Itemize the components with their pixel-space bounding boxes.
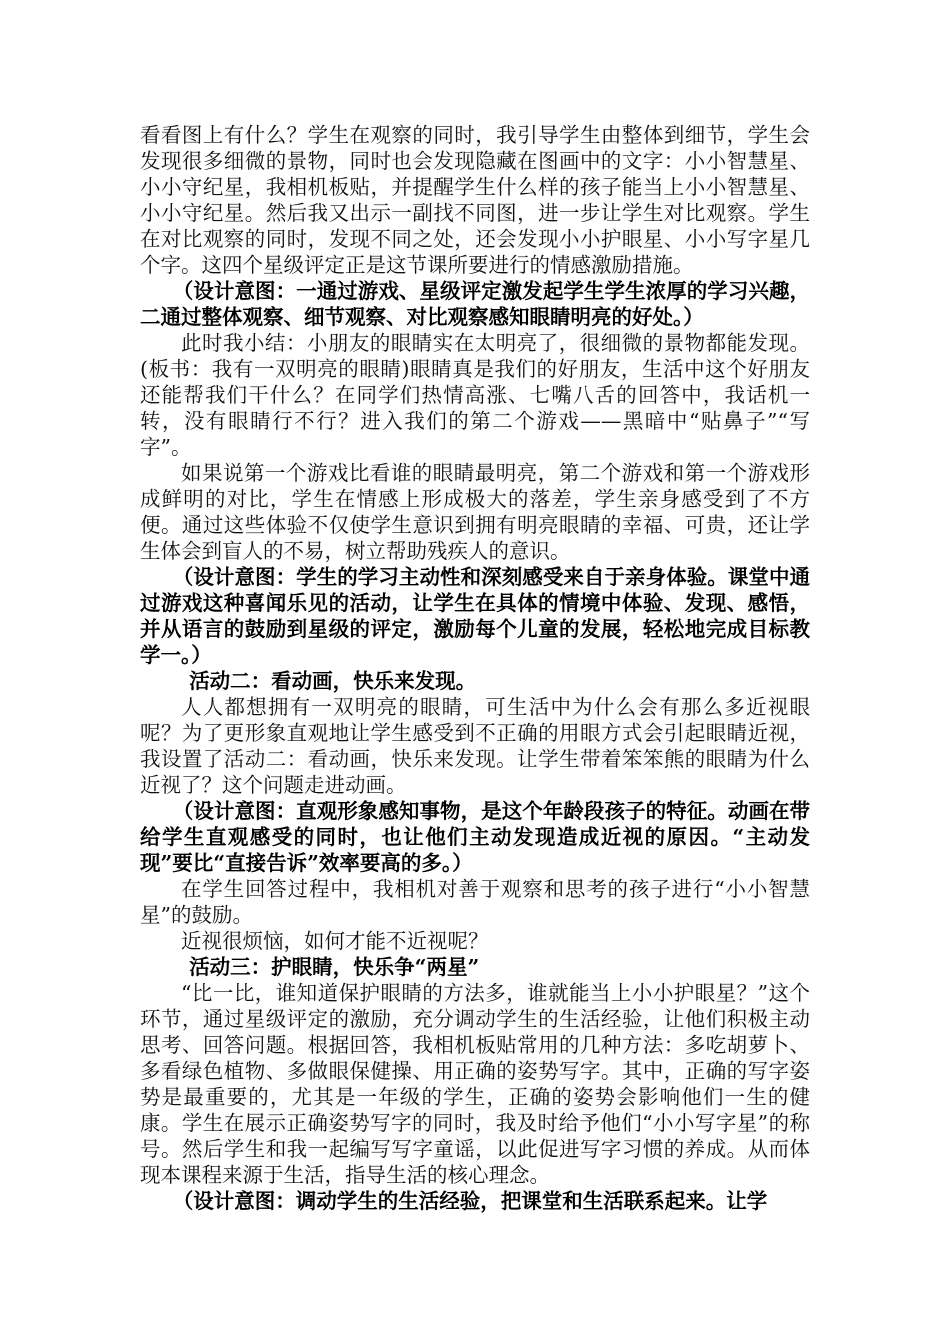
design-intent-4: （设计意图：调动学生的生活经验，把课堂和生活联系起来。让学 xyxy=(172,1189,768,1213)
design-intent-1: （设计意图：一通过游戏、星级评定激发起学生学生浓厚的学习兴趣，二通过整体观察、细节观察、对比观察感知眼睛明亮的好处。） xyxy=(140,279,810,329)
document-page xyxy=(140,122,810,1214)
paragraph-question: 近视很烦恼，如何才能不近视呢？ xyxy=(181,929,489,953)
paragraph-observation: 看看图上有什么？学生在观察的同时，我引导学生由整体到细节，学生会发现很多细微的景物，同时也会发现隐藏在图画中的文字：小小智慧星、小小守纪星，我相机板贴，并提醒学生什么样的孩子能当上小小智慧星、小小守纪星。然后我又出示一副找不同图，进一步让学生对比观察。学生在对比观察的同时，发现不同之处，还会发现小小护眼星、小小写字星几个字。这四个星级评定正是这节课所要进行的情感激励措施。 xyxy=(140,123,810,277)
design-intent-2: （设计意图：学生的学习主动性和深刻感受来自于亲身体验。课堂中通过游戏这种喜闻乐见的活动，让学生在具体的情境中体验、发现、感悟，并从语言的鼓励到星级的评定，激励每个儿童的发展，轻松地完成目标教学一。） xyxy=(140,565,810,667)
paragraph-second-game: 如果说第一个游戏比看谁的眼睛最明亮，第二个游戏和第一个游戏形成鲜明的对比，学生在情感上形成极大的落差，学生亲身感受到了不方便。通过这些体验不仅使学生意识到拥有明亮眼睛的幸福、可贵，还让学生体会到盲人的不易，树立帮助残疾人的意识。 xyxy=(140,461,810,563)
paragraph-activity-two: 人人都想拥有一双明亮的眼睛，可生活中为什么会有那么多近视眼呢？为了更形象直观地让学生感受到不正确的用眼方式会引起眼睛近视，我设置了活动二：看动画，快乐来发现。让学生带着笨笨熊的眼睛为什么近视了？这个问题走进动画。 xyxy=(140,695,810,797)
heading-activity-two: 活动二：看动画，快乐来发现。 xyxy=(189,669,477,693)
design-intent-3: （设计意图：直观形象感知事物，是这个年龄段孩子的特征。动画在带给学生直观感受的同时，也让他们主动发现造成近视的原因。“主动发现”要比“直接告诉”效率要高的多。） xyxy=(140,799,810,875)
paragraph-encouragement: 在学生回答过程中，我相机对善于观察和思考的孩子进行“小小智慧星”的鼓励。 xyxy=(140,877,810,927)
heading-activity-three: 活动三：护眼睛，快乐争“两星” xyxy=(189,955,480,979)
paragraph-summary: 此时我小结：小朋友的眼睛实在太明亮了，很细微的景物都能发现。(板书：我有一双明亮的眼睛)眼睛真是我们的好朋友，生活中这个好朋友还能帮我们干什么？在同学们热情高涨、七嘴八舌的回答中，我话机一转，没有眼睛行不行？进入我们的第二个游戏——黑暗中“贴鼻子”“写字”。 xyxy=(140,331,810,459)
paragraph-activity-three: “比一比，谁知道保护眼睛的方法多，谁就能当上小小护眼星？”这个环节，通过星级评定的激励，充分调动学生的生活经验，让他们积极主动思考、回答问题。根据回答，我相机板贴常用的几种方法：多吃胡萝卜、多看绿色植物、多做眼保健操、用正确的姿势写字。其中，正确的写字姿势是最重要的，尤其是一年级的学生，正确的姿势会影响他们一生的健康。学生在展示正确姿势写字的同时，我及时给予他们“小小写字星”的称号。然后学生和我一起编写写字童谣，以此促进写字习惯的养成。从而体现本课程来源于生活，指导生活的核心理念。 xyxy=(140,981,810,1187)
